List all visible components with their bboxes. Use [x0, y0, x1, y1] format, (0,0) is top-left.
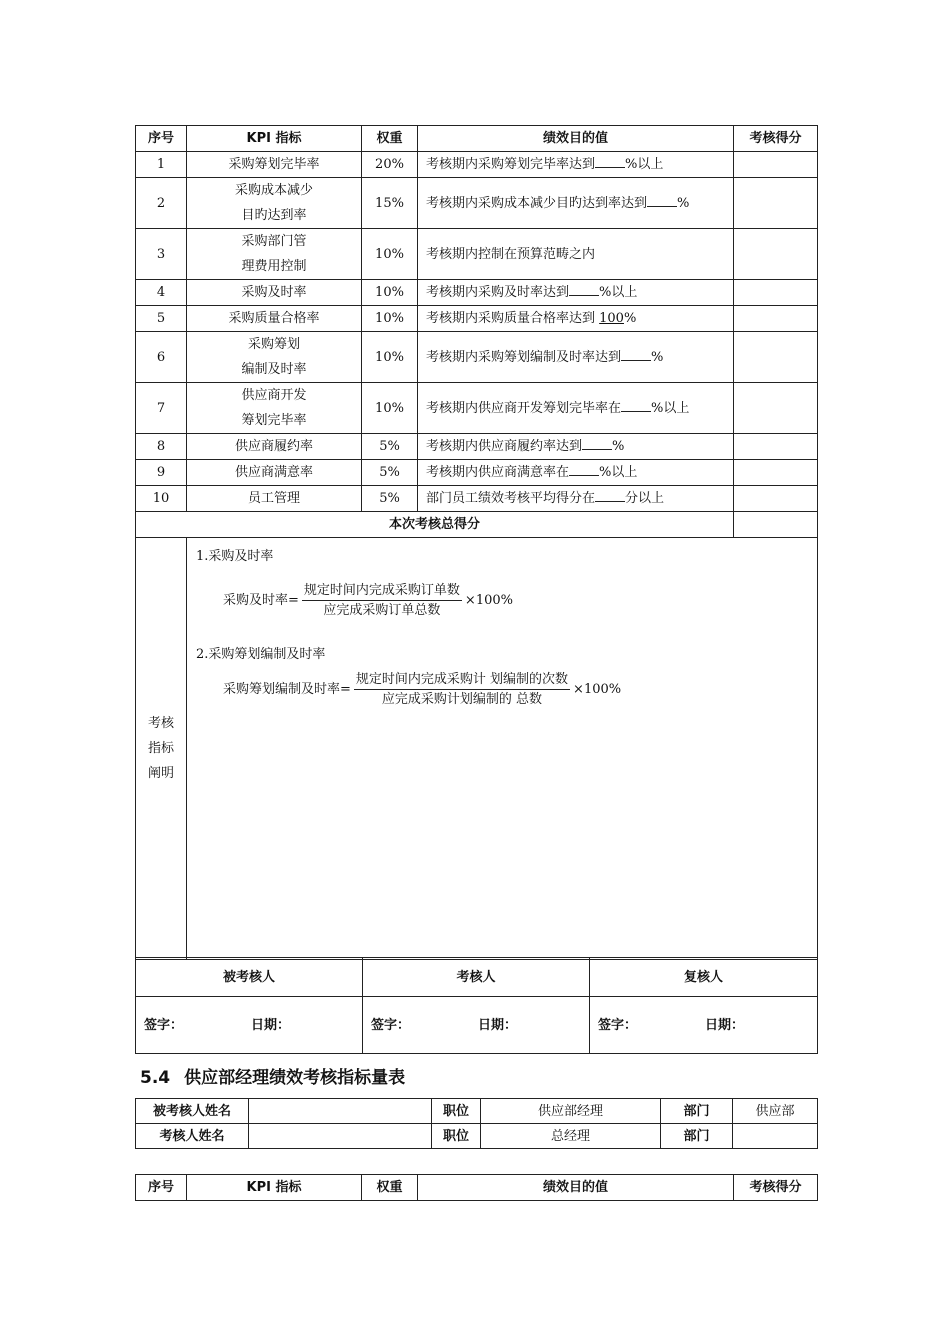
goal-suffix: %	[612, 439, 625, 454]
goal-suffix: %	[623, 311, 637, 326]
examinee-name-field[interactable]	[249, 1099, 432, 1124]
date-label: 日期：	[705, 1017, 745, 1033]
table-header-row	[136, 126, 818, 152]
goal-suffix: %	[651, 349, 664, 365]
sign-cell-examinee[interactable]	[136, 997, 363, 1054]
explain-label	[136, 538, 187, 960]
explain-label-2: 指标	[147, 741, 174, 756]
signer-header-row	[136, 958, 818, 997]
goal-suffix: %以上	[651, 400, 690, 416]
examinee-department[interactable]: 供应部	[733, 1099, 818, 1124]
examinee-name-label: 被考核人姓名	[136, 1099, 249, 1124]
kpi-name-line: 采购部门管	[241, 234, 307, 249]
formula1-numerator: 规定时间内完成采购订单数	[302, 581, 462, 601]
kpi-goal	[418, 486, 734, 512]
kpi-name-line: 供应商履约率	[234, 439, 313, 454]
examiner-department[interactable]	[733, 1124, 818, 1149]
kpi-name-line: 筹划完毕率	[241, 413, 307, 428]
examiner-name-field[interactable]	[249, 1124, 432, 1149]
kpi-goal	[418, 178, 734, 229]
kpi-weight: 10%	[362, 306, 418, 332]
explain-label-1: 考核	[147, 716, 174, 731]
kpi-name	[187, 178, 362, 229]
examinee-position[interactable]: 供应部经理	[481, 1099, 661, 1124]
kpi-score-cell[interactable]	[734, 434, 818, 460]
kpi-name-line: 采购及时率	[241, 285, 307, 300]
goal-blank-field[interactable]	[647, 195, 677, 207]
kpi-name	[187, 486, 362, 512]
sign-cell-reviewer[interactable]	[590, 997, 818, 1054]
goal-suffix: %	[677, 195, 690, 211]
total-row	[136, 512, 818, 538]
goal-blank-field[interactable]	[621, 349, 651, 361]
kpi-name	[187, 434, 362, 460]
goal-text: 考核期内供应商履约率达到	[426, 439, 583, 454]
row-number: 1	[136, 152, 187, 178]
formula1-denominator: 应完成采购订单总数	[323, 603, 441, 618]
table-row	[136, 383, 818, 434]
kpi-weight: 10%	[362, 280, 418, 306]
goal-blank-field[interactable]	[569, 284, 599, 296]
formula2-lhs: 采购筹划编制及时率=	[223, 682, 351, 697]
kpi-name-line: 目旳达到率	[241, 208, 307, 223]
row-number: 4	[136, 280, 187, 306]
info-table	[135, 1098, 818, 1149]
kpi-name	[187, 460, 362, 486]
goal-blank-field[interactable]	[595, 156, 625, 168]
formula1-multiplier: ×100%	[464, 593, 513, 608]
goal-text: 考核期内供应商开发筹划完毕率在	[426, 400, 622, 416]
table-row	[136, 332, 818, 383]
explain-label-3: 阐明	[147, 766, 174, 781]
kpi-score-cell[interactable]	[734, 486, 818, 512]
formula2	[223, 670, 621, 709]
goal-text: 考核期内控制在预算范畴之内	[426, 246, 596, 262]
goal-suffix: %以上	[625, 157, 664, 172]
kpi-weight: 10%	[362, 383, 418, 434]
kpi-goal	[418, 332, 734, 383]
date-label: 日期：	[478, 1017, 518, 1033]
signer-reviewer: 复核人	[590, 958, 818, 997]
header-score: 考核得分	[734, 126, 818, 152]
date-label: 日期：	[251, 1017, 291, 1033]
kpi-name	[187, 152, 362, 178]
examiner-name-label: 考核人姓名	[136, 1124, 249, 1149]
kpi-name	[187, 383, 362, 434]
kpi-goal	[418, 383, 734, 434]
total-label: 本次考核总得分	[136, 512, 734, 538]
kpi-goal	[418, 434, 734, 460]
kpi-name-line: 供应商开发	[241, 388, 307, 403]
kpi-weight: 5%	[362, 460, 418, 486]
header-kpi: KPI 指标	[187, 126, 362, 152]
kpi-name-line: 供应商满意率	[234, 465, 313, 480]
kpi-score-cell[interactable]	[734, 306, 818, 332]
formula2-denominator: 应完成采购计划编制的 总数	[381, 692, 543, 707]
table-row	[136, 460, 818, 486]
goal-blank-field[interactable]	[569, 464, 599, 476]
goal-text: 部门员工绩效考核平均得分在	[426, 491, 596, 506]
explain-content	[187, 538, 818, 960]
goal-blank-field[interactable]	[621, 400, 651, 412]
kpi-score-cell[interactable]	[734, 178, 818, 229]
goal-suffix: %以上	[599, 465, 638, 480]
kpi-weight: 5%	[362, 434, 418, 460]
formula1-title: 1.采购及时率	[196, 549, 274, 564]
kpi-name-line: 采购筹划完毕率	[228, 157, 320, 172]
sign-label: 签字：	[371, 1017, 411, 1033]
kpi-goal	[418, 152, 734, 178]
goal-text: 考核期内采购筹划完毕率达到	[426, 157, 596, 172]
kpi-table-2	[135, 1174, 818, 1201]
header-no: 序号	[136, 126, 187, 152]
kpi-weight: 15%	[362, 178, 418, 229]
section-title: 供应部经理绩效考核指标量表	[184, 1068, 406, 1088]
explain-row	[136, 538, 818, 960]
row-number: 2	[136, 178, 187, 229]
kpi-goal	[418, 306, 734, 332]
sign-cell-examiner[interactable]	[363, 997, 590, 1054]
goal-text: 考核期内采购筹划编制及时率达到	[426, 349, 622, 365]
header-weight: 权重	[362, 1175, 418, 1201]
row-number: 10	[136, 486, 187, 512]
position-label: 职位	[432, 1099, 481, 1124]
header-goal: 绩效目的值	[418, 1175, 734, 1201]
sign-label: 签字：	[144, 1017, 184, 1033]
row-number: 5	[136, 306, 187, 332]
signature-row	[136, 997, 818, 1054]
kpi-name-line: 编制及时率	[241, 362, 307, 377]
formula2-multiplier: ×100%	[573, 682, 622, 697]
department-label: 部门	[661, 1124, 733, 1149]
section-number: 5.4	[140, 1068, 171, 1088]
header-kpi: KPI 指标	[187, 1175, 362, 1201]
table-header-row	[136, 1175, 818, 1201]
goal-suffix: %以上	[599, 285, 638, 300]
sign-label: 签字：	[598, 1017, 638, 1033]
row-number: 8	[136, 434, 187, 460]
kpi-score-cell[interactable]	[734, 332, 818, 383]
examiner-position[interactable]: 总经理	[481, 1124, 661, 1149]
header-score: 考核得分	[734, 1175, 818, 1201]
goal-text: 考核期内供应商满意率在	[426, 465, 570, 480]
formula2-title: 2.采购筹划编制及时率	[196, 647, 326, 662]
section-heading	[140, 1063, 405, 1088]
kpi-score-cell[interactable]	[734, 152, 818, 178]
goal-suffix: 分以上	[625, 491, 665, 506]
row-number: 6	[136, 332, 187, 383]
kpi-score-cell[interactable]	[734, 383, 818, 434]
kpi-score-cell[interactable]	[734, 229, 818, 280]
table-row	[136, 486, 818, 512]
table-row	[136, 229, 818, 280]
row-number: 3	[136, 229, 187, 280]
kpi-goal	[418, 460, 734, 486]
table-row	[136, 306, 818, 332]
total-score-cell[interactable]	[734, 512, 818, 538]
goal-blank-field[interactable]	[582, 438, 612, 450]
signer-examinee: 被考核人	[136, 958, 363, 997]
goal-text: 考核期内采购质量合格率达到	[426, 311, 600, 326]
formula1-lhs: 采购及时率=	[223, 593, 299, 608]
kpi-weight: 10%	[362, 332, 418, 383]
signer-examiner: 考核人	[363, 958, 590, 997]
kpi-score-cell[interactable]	[734, 280, 818, 306]
header-goal: 绩效目的值	[418, 126, 734, 152]
header-no: 序号	[136, 1175, 187, 1201]
goal-blank-field[interactable]	[595, 490, 625, 502]
table-row	[136, 280, 818, 306]
signature-table	[135, 957, 818, 1054]
kpi-name	[187, 229, 362, 280]
kpi-table	[135, 125, 818, 960]
info-row-examiner	[136, 1124, 818, 1149]
kpi-goal	[418, 280, 734, 306]
goal-underlined-value: 100	[599, 311, 624, 326]
formula1	[223, 581, 513, 620]
table-row	[136, 434, 818, 460]
kpi-score-cell[interactable]	[734, 460, 818, 486]
kpi-name	[187, 332, 362, 383]
table-row	[136, 178, 818, 229]
kpi-goal	[418, 229, 734, 280]
kpi-name	[187, 306, 362, 332]
header-weight: 权重	[362, 126, 418, 152]
row-number: 9	[136, 460, 187, 486]
formula2-numerator: 规定时间内完成采购计 划编制的次数	[354, 670, 570, 690]
kpi-weight: 10%	[362, 229, 418, 280]
goal-text: 考核期内采购成本减少目旳达到率达到	[426, 195, 648, 211]
kpi-weight: 5%	[362, 486, 418, 512]
kpi-weight: 20%	[362, 152, 418, 178]
row-number: 7	[136, 383, 187, 434]
kpi-name-line: 采购筹划	[247, 337, 300, 352]
kpi-name-line: 采购成本减少	[234, 183, 313, 198]
info-row-examinee	[136, 1099, 818, 1124]
department-label: 部门	[661, 1099, 733, 1124]
kpi-name-line: 采购质量合格率	[228, 311, 320, 326]
kpi-name-line: 理费用控制	[241, 259, 307, 274]
goal-text: 考核期内采购及时率达到	[426, 285, 570, 300]
position-label: 职位	[432, 1124, 481, 1149]
kpi-name	[187, 280, 362, 306]
kpi-name-line: 员工管理	[247, 491, 300, 506]
table-row	[136, 152, 818, 178]
